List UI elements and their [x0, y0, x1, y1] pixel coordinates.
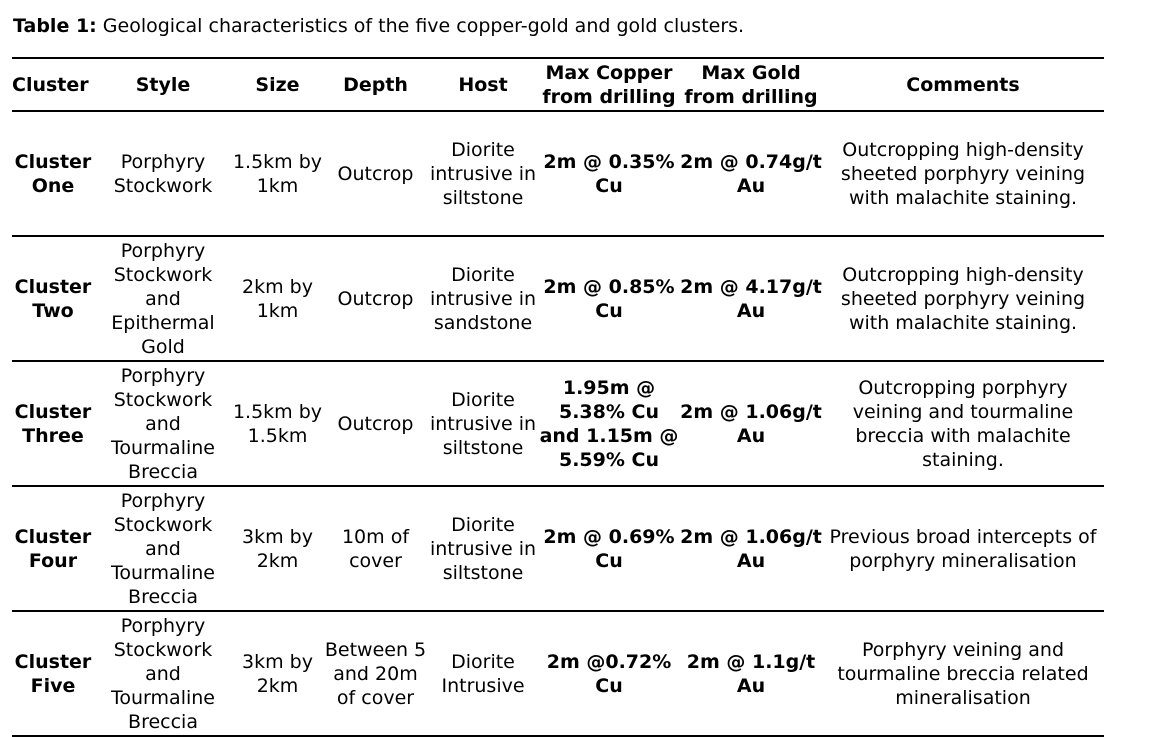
cell-host: Diorite intrusive in siltstone — [428, 486, 538, 611]
cell-depth: Between 5 and 20m of cover — [323, 611, 428, 736]
table-caption — [13, 13, 744, 39]
cell-max-copper: 1.95m @ 5.38% Cu and 1.15m @ 5.59% Cu — [538, 361, 680, 486]
cell-comments: Porphyry veining and tourmaline breccia related mineralisation — [822, 611, 1104, 736]
cell-depth: Outcrop — [323, 111, 428, 236]
table-row — [12, 111, 1104, 236]
header-comments: Comments — [822, 58, 1104, 111]
cell-max-gold: 2m @ 0.74g/t Au — [680, 111, 822, 236]
cell-size: 3km by 2km — [232, 486, 323, 611]
caption-text: Geological characteristics of the five copper-gold and gold clusters. — [96, 15, 745, 37]
header-max-gold: Max Gold from drilling — [680, 58, 822, 111]
header-size: Size — [232, 58, 323, 111]
cell-cluster: Cluster Five — [12, 611, 94, 736]
caption-label: Table 1: — [13, 15, 97, 37]
cell-size: 1.5km by 1.5km — [232, 361, 323, 486]
cell-comments: Outcropping high-density sheeted porphyry veining with malachite staining. — [822, 111, 1104, 236]
header-depth: Depth — [323, 58, 428, 111]
cell-depth: 10m of cover — [323, 486, 428, 611]
header-cluster: Cluster — [12, 58, 94, 111]
cell-cluster: Cluster One — [12, 111, 94, 236]
cell-depth: Outcrop — [323, 361, 428, 486]
cell-cluster: Cluster Four — [12, 486, 94, 611]
cell-max-gold: 2m @ 1.1g/t Au — [680, 611, 822, 736]
cell-cluster: Cluster Two — [12, 236, 94, 361]
cell-max-gold: 2m @ 1.06g/t Au — [680, 486, 822, 611]
cell-style: Porphyry Stockwork — [94, 111, 232, 236]
cell-comments: Outcropping porphyry veining and tourmaline breccia with malachite staining. — [822, 361, 1104, 486]
header-max-copper: Max Copper from drilling — [538, 58, 680, 111]
cell-host: Diorite intrusive in sandstone — [428, 236, 538, 361]
cell-host: Diorite Intrusive — [428, 611, 538, 736]
cell-max-copper: 2m @0.72% Cu — [538, 611, 680, 736]
table-row — [12, 361, 1104, 486]
cell-comments: Outcropping high-density sheeted porphyry veining with malachite staining. — [822, 236, 1104, 361]
cell-depth: Outcrop — [323, 236, 428, 361]
cell-size: 3km by 2km — [232, 611, 323, 736]
header-host: Host — [428, 58, 538, 111]
table-row — [12, 611, 1104, 736]
cell-host: Diorite intrusive in siltstone — [428, 361, 538, 486]
table-row — [12, 236, 1104, 361]
cell-style: Porphyry Stockwork and Tourmaline Breccia — [94, 361, 232, 486]
cell-max-gold: 2m @ 1.06g/t Au — [680, 361, 822, 486]
table-row — [12, 486, 1104, 611]
header-row — [12, 58, 1104, 111]
cell-style: Porphyry Stockwork and Epithermal Gold — [94, 236, 232, 361]
cell-size: 1.5km by 1km — [232, 111, 323, 236]
cell-comments: Previous broad intercepts of porphyry mineralisation — [822, 486, 1104, 611]
geology-table — [12, 57, 1104, 737]
cell-max-copper: 2m @ 0.35% Cu — [538, 111, 680, 236]
cell-cluster: Cluster Three — [12, 361, 94, 486]
header-style: Style — [94, 58, 232, 111]
cell-max-gold: 2m @ 4.17g/t Au — [680, 236, 822, 361]
cell-style: Porphyry Stockwork and Tourmaline Breccia — [94, 611, 232, 736]
cell-style: Porphyry Stockwork and Tourmaline Breccia — [94, 486, 232, 611]
cell-max-copper: 2m @ 0.69% Cu — [538, 486, 680, 611]
cell-host: Diorite intrusive in siltstone — [428, 111, 538, 236]
cell-size: 2km by 1km — [232, 236, 323, 361]
cell-max-copper: 2m @ 0.85% Cu — [538, 236, 680, 361]
